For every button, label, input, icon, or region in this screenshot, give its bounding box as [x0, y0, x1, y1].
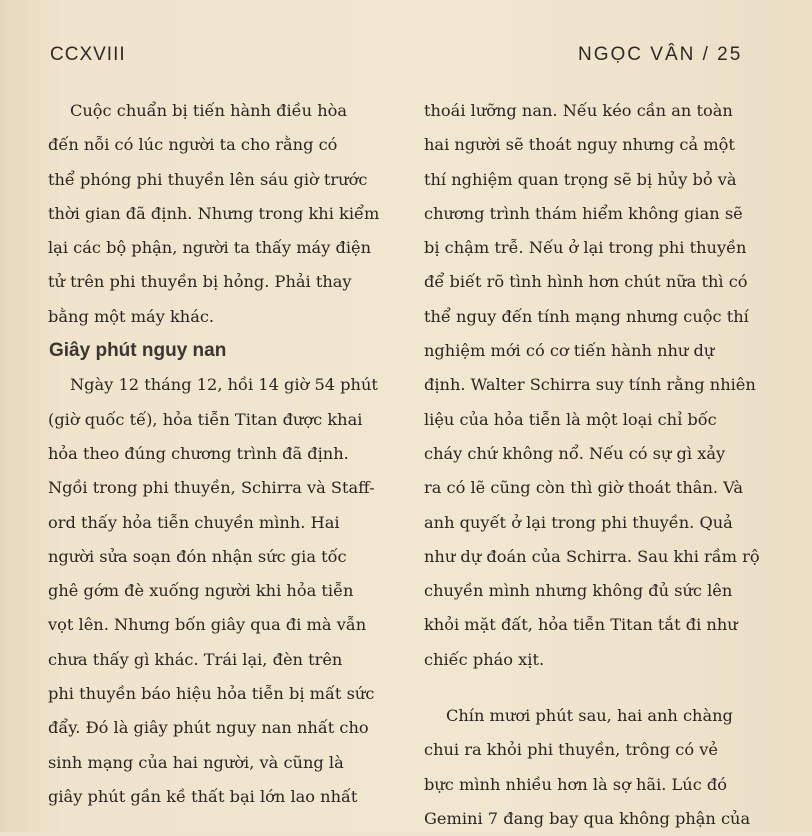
text-line: Ngồi trong phi thuyền, Schirra và Staff-: [48, 478, 375, 498]
text-line: vọt lên. Nhưng bốn giây qua đi mà vẫn: [48, 615, 367, 635]
text-line: ghê gớm đè xuống người khi hỏa tiễn: [48, 581, 354, 601]
text-line: lại các bộ phận, người ta thấy máy điện: [48, 238, 372, 258]
left-column: [48, 94, 398, 814]
text-line: thể phóng phi thuyền lên sáu giờ trước: [48, 169, 368, 189]
text-line: tử trên phi thuyền bị hỏng. Phải thay: [48, 272, 352, 292]
text-line: bằng một máy khác.: [48, 306, 215, 326]
text-line: hai người sẽ thoát nguy nhưng cả một: [424, 135, 735, 155]
text-line: bị chậm trễ. Nếu ở lại trong phi thuyền: [424, 238, 747, 258]
text-line: giây phút gần kề thất bại lớn lao nhất: [48, 786, 358, 806]
text-line: hỏa theo đúng chương trình đã định.: [48, 443, 349, 463]
text-line: thoái lưỡng nan. Nếu kéo cần an toàn: [424, 101, 733, 120]
text-line: chui ra khỏi phi thuyền, trông có vẻ: [424, 740, 718, 760]
text-line: chương trình thám hiểm không gian sẽ: [424, 203, 743, 223]
text-line: thí nghiệm quan trọng sẽ bị hủy bỏ và: [424, 169, 737, 189]
text-line: anh quyết ở lại trong phi thuyền. Quả: [424, 512, 733, 532]
text-line: ra có lẽ cũng còn thì giờ thoát thân. Và: [424, 478, 744, 498]
text-line: chiếc pháo xịt.: [424, 649, 545, 669]
text-line: phi thuyền báo hiệu hỏa tiễn bị mất sức: [48, 684, 375, 704]
text-line: ord thấy hỏa tiễn chuyền mình. Hai: [48, 512, 340, 532]
text-line: Ngày 12 tháng 12, hồi 14 giờ 54 phút: [70, 375, 378, 395]
paragraph-gap: [424, 677, 780, 699]
text-line: thể nguy đến tính mạng nhưng cuộc thí: [424, 306, 749, 326]
text-line: để biết rõ tình hình hơn chút nữa thì có: [424, 272, 748, 292]
text-line: chuyền mình nhưng không đủ sức lên: [424, 581, 733, 601]
text-line: (giờ quốc tế), hỏa tiễn Titan được khai: [48, 409, 363, 429]
text-line: đẩy. Đó là giây phút nguy nan nhất cho: [48, 718, 369, 738]
text-line: nghiệm mới có cơ tiến hành như dự: [424, 341, 715, 361]
text-line: người sửa soạn đón nhận sức gia tốc: [48, 546, 347, 566]
text-line: liệu của hỏa tiễn là một loại chỉ bốc: [424, 409, 717, 429]
text-line: Chín mươi phút sau, hai anh chàng: [446, 706, 733, 726]
text-line: như dự đoán của Schirra. Sau khi rầm rộ: [424, 546, 760, 566]
header-left-label: CCXVIII: [50, 44, 126, 65]
text-line: đến nỗi có lúc người ta cho rằng có: [48, 135, 338, 155]
text-line: thời gian đã định. Nhưng trong khi kiểm: [48, 203, 380, 223]
text-line: định. Walter Schirra suy tính rằng nhiên: [424, 375, 756, 395]
text-line: bực mình nhiều hơn là sợ hãi. Lúc đó: [424, 774, 728, 794]
text-line: Gemini 7 đang bay qua không phận của: [424, 808, 751, 828]
text-line: khỏi mặt đất, hỏa tiễn Titan tắt đi như: [424, 615, 738, 635]
right-column: [424, 94, 780, 836]
text-line: Cuộc chuẩn bị tiến hành điều hòa: [70, 101, 348, 120]
text-line: chưa thấy gì khác. Trái lại, đèn trên: [48, 649, 343, 669]
header-right-label: NGỌC VÂN / 25: [578, 44, 743, 65]
text-line: cháy chứ không nổ. Nếu có sự gì xảy: [424, 443, 726, 463]
subheading: Giây phút nguy nan: [49, 340, 227, 362]
text-line: sinh mạng của hai người, và cũng là: [48, 752, 344, 772]
